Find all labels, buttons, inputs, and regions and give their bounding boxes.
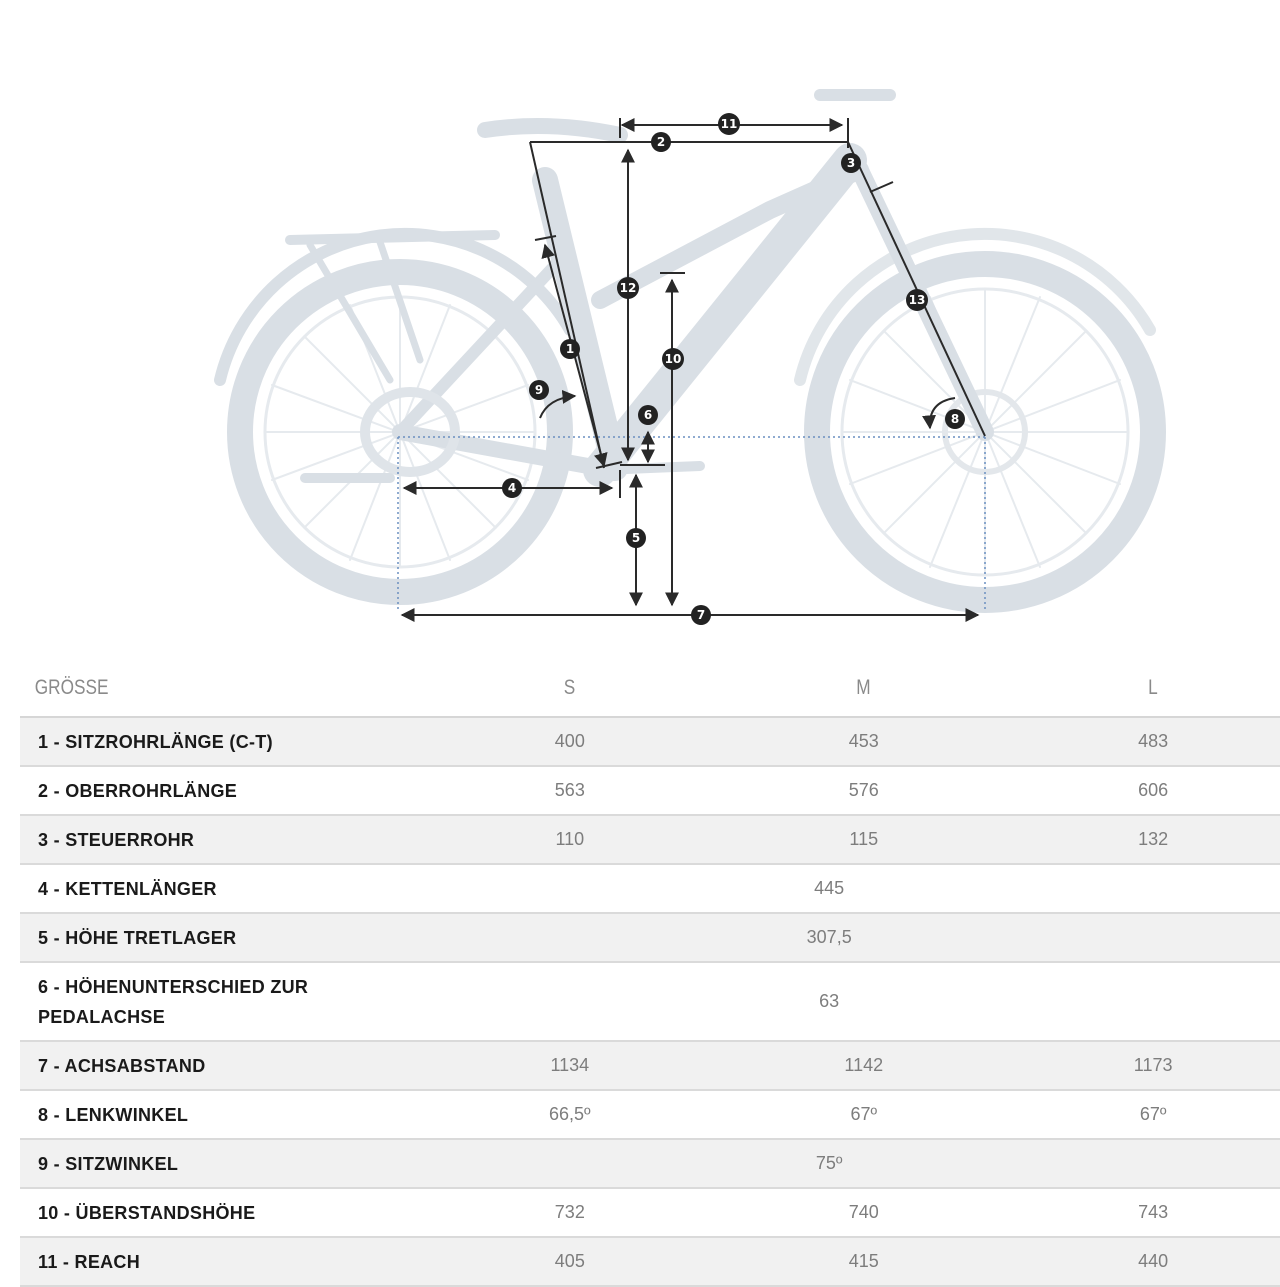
svg-text:1: 1 <box>565 342 575 356</box>
svg-text:12: 12 <box>619 281 637 295</box>
value-all-sizes: 63 <box>438 962 1280 1041</box>
svg-text:7: 7 <box>696 608 706 622</box>
svg-text:5: 5 <box>631 531 641 545</box>
value-m: 415 <box>701 1237 1026 1286</box>
marker-12 <box>617 277 639 299</box>
size-header-label: GRÖSSE <box>20 660 363 717</box>
table-row <box>20 913 1280 962</box>
value-m: 67º <box>701 1090 1026 1139</box>
row-label: 11 - REACH <box>20 1237 438 1286</box>
marker-1 <box>560 339 580 359</box>
value-all-sizes: 445 <box>438 864 1280 913</box>
svg-text:8: 8 <box>950 412 960 426</box>
marker-10 <box>662 348 684 370</box>
row-label: 4 - KETTENLÄNGER <box>20 864 438 913</box>
svg-text:2: 2 <box>656 135 666 149</box>
value-s: 405 <box>438 1237 701 1286</box>
table-row <box>20 815 1280 864</box>
table-row <box>20 1188 1280 1237</box>
bike-silhouette <box>220 95 1153 600</box>
marker-11 <box>718 113 740 135</box>
svg-text:3: 3 <box>846 156 856 170</box>
marker-6 <box>638 405 658 425</box>
value-s: 732 <box>438 1188 701 1237</box>
row-label: 5 - HÖHE TRETLAGER <box>20 913 438 962</box>
value-l: 67º <box>1026 1090 1280 1139</box>
table-row <box>20 1041 1280 1090</box>
row-label: 10 - ÜBERSTANDSHÖHE <box>20 1188 438 1237</box>
svg-text:10: 10 <box>664 352 682 366</box>
value-m: 115 <box>701 815 1026 864</box>
marker-8 <box>945 409 965 429</box>
row-label: 7 - ACHSABSTAND <box>20 1041 438 1090</box>
marker-3 <box>841 153 861 173</box>
value-l: 1173 <box>1026 1041 1280 1090</box>
value-m: 1142 <box>701 1041 1026 1090</box>
value-l: 606 <box>1026 766 1280 815</box>
value-s: 110 <box>438 815 701 864</box>
table-row <box>20 1090 1280 1139</box>
value-l: 440 <box>1026 1237 1280 1286</box>
table-row <box>20 1237 1280 1286</box>
value-l: 132 <box>1026 815 1280 864</box>
size-header-s: S <box>462 660 678 717</box>
svg-text:4: 4 <box>507 481 517 495</box>
svg-text:9: 9 <box>534 383 544 397</box>
value-m: 453 <box>701 717 1026 766</box>
marker-4 <box>502 478 522 498</box>
row-label: 3 - STEUERROHR <box>20 815 438 864</box>
value-l: 743 <box>1026 1188 1280 1237</box>
svg-text:6: 6 <box>643 408 653 422</box>
table-row <box>20 864 1280 913</box>
marker-2 <box>651 132 671 152</box>
value-all-sizes: 75º <box>438 1139 1280 1188</box>
marker-9 <box>529 380 549 400</box>
row-label: 9 - SITZWINKEL <box>20 1139 438 1188</box>
table-row <box>20 717 1280 766</box>
table-header-row <box>20 660 1280 717</box>
value-s: 400 <box>438 717 701 766</box>
value-s: 563 <box>438 766 701 815</box>
value-m: 576 <box>701 766 1026 815</box>
svg-text:11: 11 <box>720 117 738 131</box>
marker-5 <box>626 528 646 548</box>
value-m: 740 <box>701 1188 1026 1237</box>
svg-text:13: 13 <box>908 293 926 307</box>
value-all-sizes: 307,5 <box>438 913 1280 962</box>
row-label: 1 - SITZROHRLÄNGE (C-T) <box>20 717 438 766</box>
size-header-l: L <box>1049 660 1257 717</box>
dimension-markers <box>502 113 965 625</box>
value-s: 66,5º <box>438 1090 701 1139</box>
marker-7 <box>691 605 711 625</box>
table-row <box>20 1139 1280 1188</box>
value-s: 1134 <box>438 1041 701 1090</box>
row-label: 6 - HÖHENUNTERSCHIED ZUR PEDALACHSE <box>20 962 438 1041</box>
row-label: 8 - LENKWINKEL <box>20 1090 438 1139</box>
row-label: 2 - OBERROHRLÄNGE <box>20 766 438 815</box>
table-row <box>20 766 1280 815</box>
marker-13 <box>906 289 928 311</box>
table-row <box>20 962 1280 1041</box>
size-header-m: M <box>731 660 997 717</box>
geometry-table <box>20 660 1280 1287</box>
value-l: 483 <box>1026 717 1280 766</box>
